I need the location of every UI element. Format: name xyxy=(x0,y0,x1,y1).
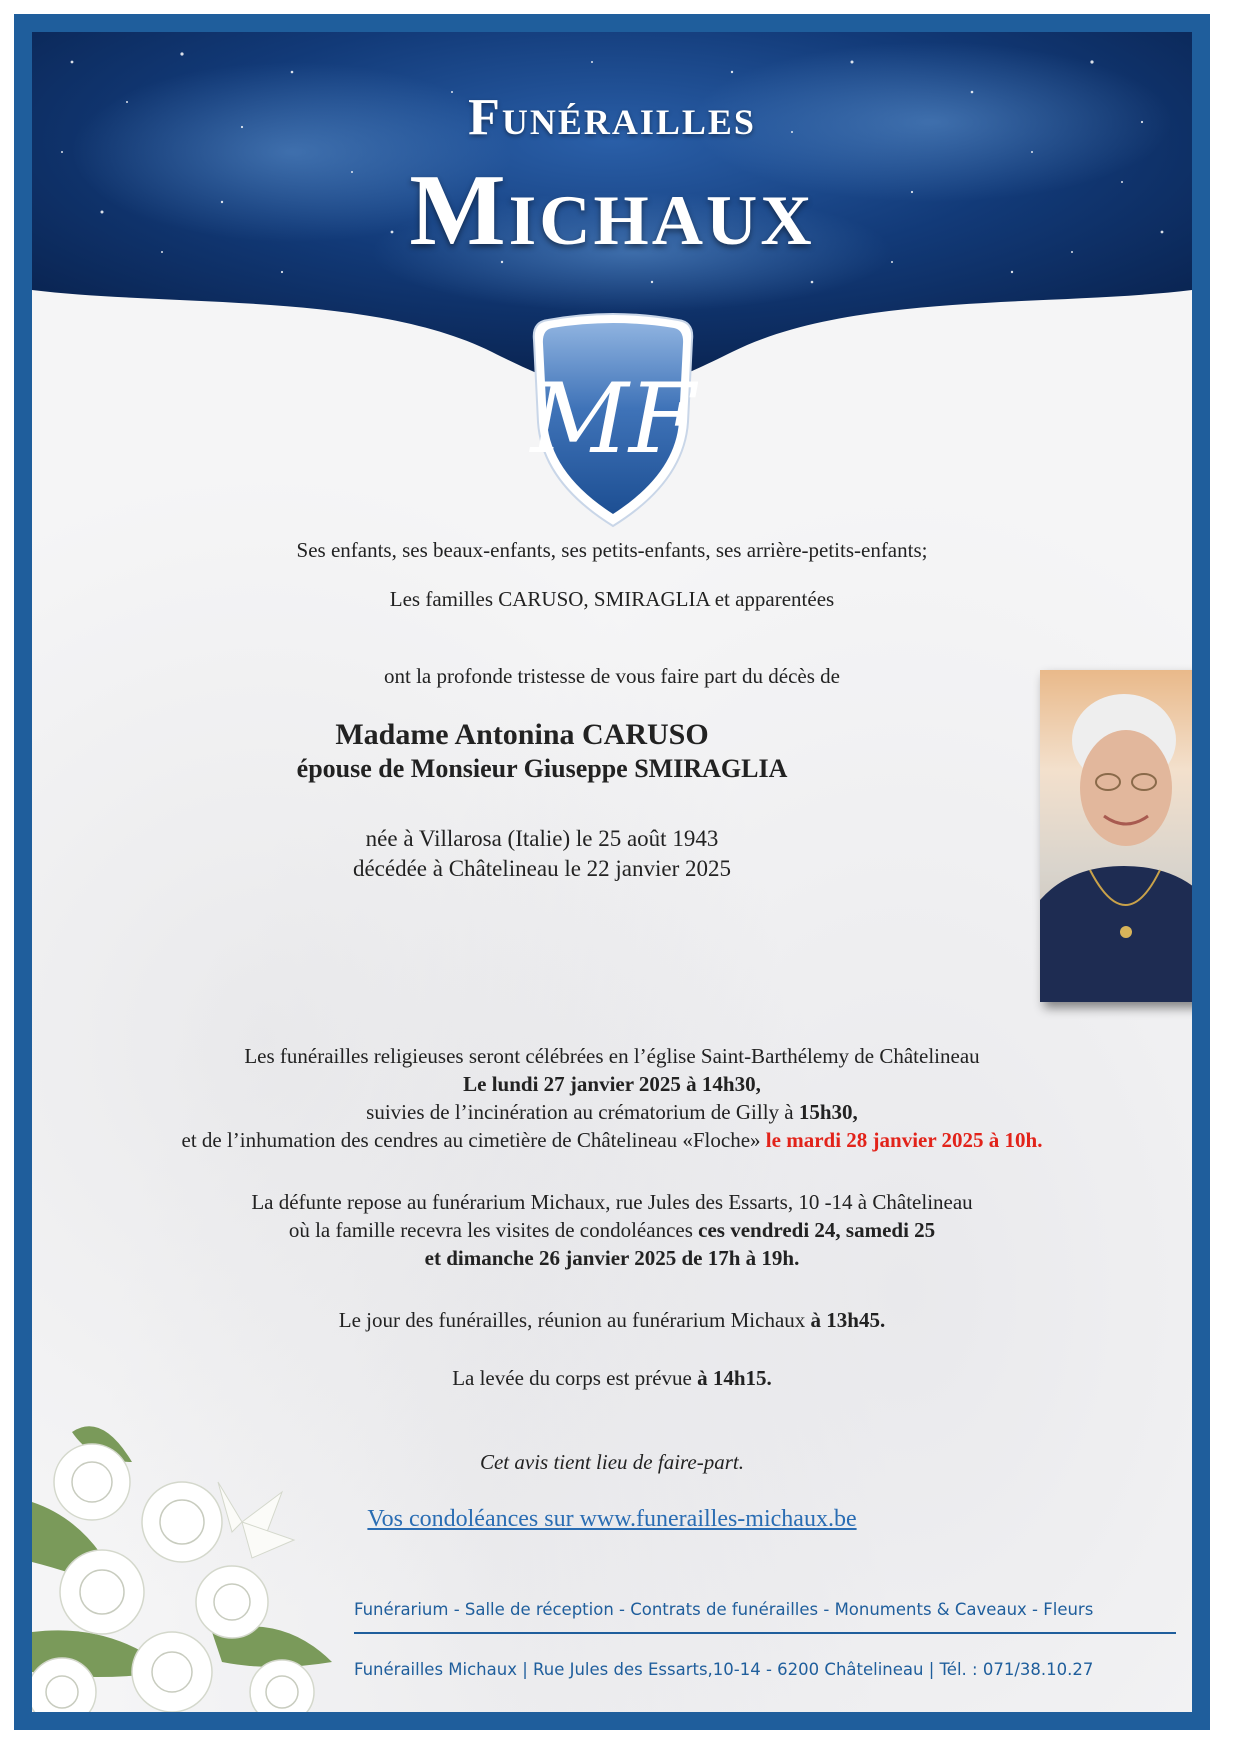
family-line: Ses enfants, ses beaux-enfants, ses petits-enfants, ses arrière-petits-enfants; xyxy=(296,538,928,562)
monogram-text: MF xyxy=(530,363,696,475)
ceremony-line-3: suivies de l’incinération au crématorium de Gilly à 15h30, xyxy=(366,1100,858,1124)
footer-address: Funérailles Michaux | Rue Jules des Essarts,10-14 - 6200 Châtelineau | Tél. : 071/38.10.27 xyxy=(354,1660,1094,1679)
ceremony-line-2: Le lundi 27 janvier 2025 à 14h30, xyxy=(463,1072,761,1096)
mf-shield-logo xyxy=(528,312,698,532)
meeting-line: Le jour des funérailles, réunion au funérarium Michaux à 13h45. xyxy=(338,1308,886,1332)
ceremony-line-1: Les funérailles religieuses seront célébrées en l’église Saint-Barthélemy de Châtelineau xyxy=(244,1044,980,1068)
deceased-name: Madame Antonina CARUSO xyxy=(335,718,709,751)
ceremony-line-4: et de l’inhumation des cendres au cimetière de Châtelineau «Floche» le mardi 28 janvier 2025 à 10h. xyxy=(181,1128,1043,1152)
page-frame xyxy=(14,14,1210,1730)
deceased-spouse: épouse de Monsieur Giuseppe SMIRAGLIA xyxy=(296,754,788,783)
notice-line: Cet avis tient lieu de faire-part. xyxy=(479,1450,744,1474)
death-line: décédée à Châtelineau le 22 janvier 2025 xyxy=(352,856,732,881)
families-line: Les familles CARUSO, SMIRAGLIA et apparentées xyxy=(389,587,835,611)
footer-services: Funérarium - Salle de réception - Contrats de funérailles - Monuments & Caveaux - Fleurs xyxy=(354,1600,1094,1619)
visitation-line-2: où la famille recevra les visites de condoléances ces vendredi 24, samedi 25 xyxy=(288,1218,936,1242)
white-flowers-bouquet xyxy=(32,1372,352,1730)
levee-line: La levée du corps est prévue à 14h15. xyxy=(452,1366,772,1390)
burial-date-highlight: le mardi 28 janvier 2025 à 10h. xyxy=(765,1128,1043,1152)
brand-line-1: Funérailles xyxy=(468,89,756,146)
brand-line-2: Michaux xyxy=(409,154,815,267)
visitation-line-3: et dimanche 26 janvier 2025 de 17h à 19h. xyxy=(424,1246,800,1270)
visitation-line-1: La défunte repose au funérarium Michaux, rue Jules des Essarts, 10 -14 à Châtelineau xyxy=(251,1190,973,1214)
portrait-photo xyxy=(1040,670,1208,1002)
footer-divider xyxy=(354,1632,1176,1634)
condolences-link[interactable]: Vos condoléances sur www.funerailles-michaux.be xyxy=(367,1506,857,1532)
announcement-line: ont la profonde tristesse de vous faire part du décès de xyxy=(383,664,840,688)
birth-line: née à Villarosa (Italie) le 25 août 1943 xyxy=(365,826,719,851)
